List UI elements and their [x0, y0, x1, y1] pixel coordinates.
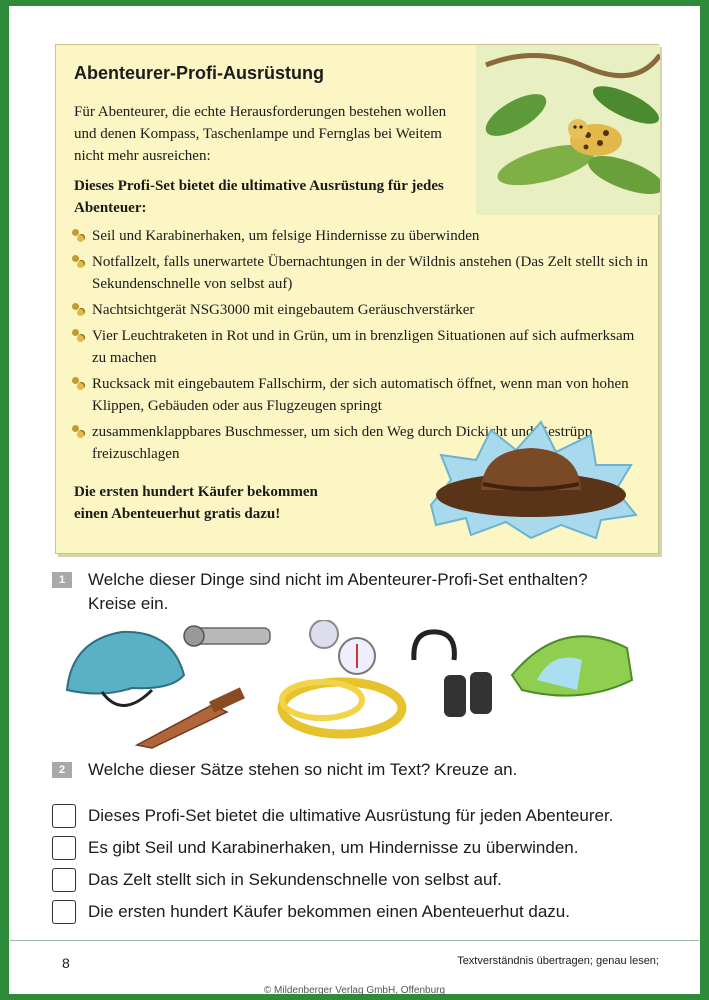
set-line: Dieses Profi-Set bietet die ultimative Ausrüstung für jedes Abenteuer: [74, 178, 444, 216]
answer-checkbox[interactable] [52, 836, 76, 860]
list-item: zusammenklappbares Buschmesser, um sich den Weg durch Dickicht und Gestrüpp freizuschlagen [70, 421, 650, 465]
footer-note: Textverständnis übertragen; genau lesen; [457, 955, 659, 967]
answer-checkbox[interactable] [52, 804, 76, 828]
answer-checkbox[interactable] [52, 868, 76, 892]
answer-options [52, 800, 672, 928]
copyright: © Mildenberger Verlag GmbH, Offenburg [263, 985, 446, 996]
question-2-text: Welche dieser Sätze stehen so nicht im Text? Kreuze an. [88, 760, 518, 779]
question-number-badge: 2 [52, 762, 72, 778]
question-1-text: Welche dieser Dinge sind nicht im Abenteurer-Profi-Set enthalten? [88, 570, 588, 589]
flashlight-icon[interactable] [184, 626, 270, 646]
tent-icon[interactable] [512, 636, 632, 695]
bullet-icon [70, 424, 92, 440]
list-item: Nachtsichtgerät NSG3000 mit eingebautem Geräuschverstärker [70, 299, 650, 321]
question-2 [52, 758, 672, 782]
question-1 [52, 568, 672, 616]
answer-option: Das Zelt stellt sich in Sekundenschnelle von selbst auf. [52, 864, 672, 896]
answer-option: Die ersten hundert Käufer bekommen einen Abenteuerhut dazu. [52, 896, 672, 928]
bullet-icon [70, 254, 92, 270]
offer-text: Die ersten hundert Käufer bekommen einen Abenteuerhut gratis dazu! [74, 484, 318, 522]
bullet-icon [70, 228, 92, 244]
bullet-icon [70, 302, 92, 318]
bullet-icon [70, 376, 92, 392]
answer-checkbox[interactable] [52, 900, 76, 924]
footer-divider [10, 940, 699, 941]
rope-icon[interactable] [282, 682, 402, 734]
binoculars-icon[interactable] [414, 632, 492, 717]
list-item: Seil und Karabinerhaken, um felsige Hindernisse zu überwinden [70, 225, 650, 247]
helmet-icon[interactable] [67, 632, 184, 706]
bullet-icon [70, 328, 92, 344]
intro-text: Für Abenteurer, die echte Herausforderungen bestehen wollen und denen Kompass, Taschenlampe und Fernglas bei Weitem nicht mehr ausreichen: [74, 104, 447, 164]
list-item: Rucksack mit eingebautem Fallschirm, der sich automatisch öffnet, wenn man von hohen Klippen, Gebäuden oder aus Flugzeugen springt [70, 373, 650, 417]
answer-option: Dieses Profi-Set bietet die ultimative Ausrüstung für jeden Abenteurer. [52, 800, 672, 832]
question-1-instruction: Kreise ein. [88, 594, 169, 613]
question-number-badge: 1 [52, 572, 72, 588]
compass-icon[interactable] [310, 620, 375, 674]
product-card [55, 44, 659, 554]
adventure-hat-illustration [421, 410, 641, 540]
card-title: Abenteurer-Profi-Ausrüstung [74, 63, 325, 83]
list-item: Notfallzelt, falls unerwartete Übernachtungen in der Wildnis anstehen (Das Zelt stellt sich in Sekundenschnelle von selbst auf) [70, 251, 650, 295]
jungle-leopard-illustration [476, 45, 660, 215]
list-item: Vier Leuchtraketen in Rot und in Grün, um in brenzligen Situationen auf sich aufmerksam zu machen [70, 325, 650, 369]
page-number: 8 [62, 955, 70, 971]
equipment-pictures [62, 620, 652, 750]
knife-icon[interactable] [137, 687, 245, 748]
answer-option: Es gibt Seil und Karabinerhaken, um Hindernisse zu überwinden. [52, 832, 672, 864]
